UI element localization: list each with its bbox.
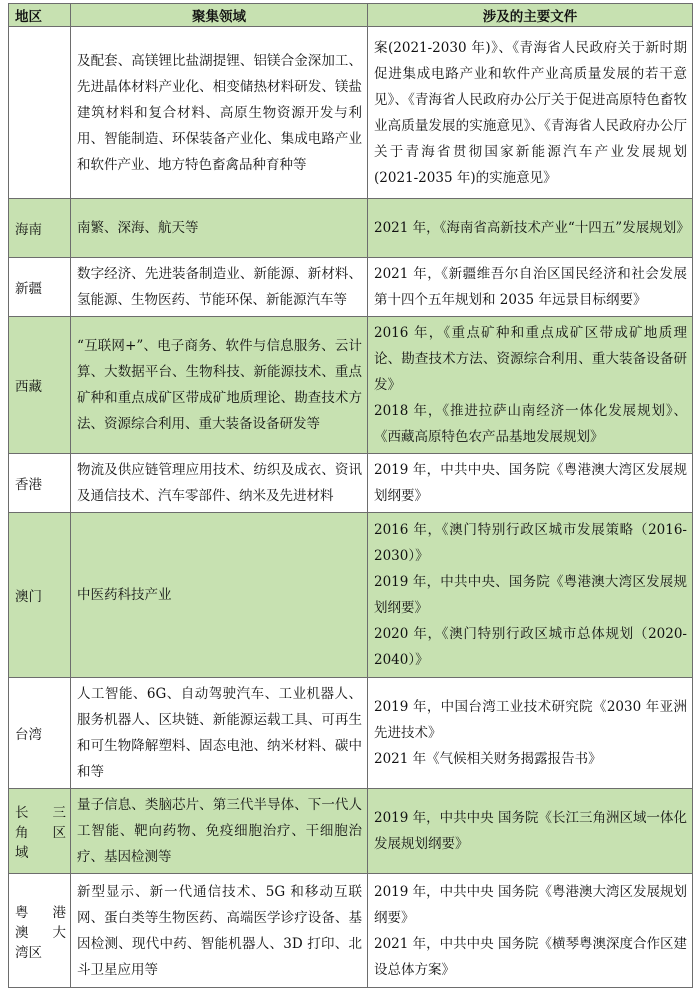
fields-cell: “互联网+”、电子商务、软件与信息服务、云计算、大数据平台、生物科技、新能源技术、重点矿种和重点成矿区带成矿地质理论、勘查技术方法、资源综合利用、重大装备设备研发等	[71, 317, 368, 454]
doc-entry: 2019 年，中共中央 国务院《粤港澳大湾区发展规划纲要》	[374, 883, 687, 926]
table-row	[9, 678, 693, 789]
doc-entry: 2019 年，中共中央 国务院《长江三角洲区域一体化发展规划纲要》	[374, 810, 687, 852]
docs-cell	[368, 789, 693, 874]
docs-cell	[368, 874, 693, 988]
region-label-line	[15, 901, 66, 921]
fields-cell: 及配套、高镁锂比盐湖提锂、铝镁合金深加工、先进晶体材料产业化、相变储热材料研发、镁盐建筑材料和复合材料、高原生物资源开发与利用、智能制造、环保装备产业化、集成电路产业和软件产业、地方特色畜禽品种育种等	[71, 27, 368, 199]
docs-cell	[368, 27, 693, 199]
doc-entry: 2019 年，中共中央、国务院《粤港澳大湾区发展规划纲要》	[374, 462, 687, 504]
fields-cell: 人工智能、6G、自动驾驶汽车、工业机器人、服务机器人、区块链、新能源运载工具、可再生和可生物降解塑料、固态电池、纳米材料、碳中和等	[71, 678, 368, 789]
region-cell	[9, 27, 71, 199]
region-label-line	[15, 801, 66, 821]
fields-cell: 南繁、深海、航天等	[71, 199, 368, 258]
region-char: 区	[52, 825, 66, 841]
region-char: 湾区	[15, 944, 42, 961]
region-char: 三	[52, 805, 66, 821]
doc-entry: 2020 年，《澳门特别行政区城市总体规划（2020-2040）》	[374, 626, 687, 668]
region-cell: 香港	[9, 454, 71, 513]
doc-entry: 2021 年，《海南省高新技术产业“十四五”发展规划》	[374, 220, 690, 236]
industry-cluster-table	[8, 3, 693, 988]
docs-cell	[368, 317, 693, 454]
doc-entry: 2018 年，《推进拉萨山南经济一体化发展规划》、《西藏高原特色农产品基地发展规划》	[374, 403, 687, 445]
region-cell	[9, 789, 71, 874]
fields-cell: 中医药科技产业	[71, 513, 368, 678]
doc-entry: 2021 年，中共中央 国务院《横琴粤澳深度合作区建设总体方案》	[374, 935, 687, 978]
table-row	[9, 27, 693, 199]
docs-cell	[368, 678, 693, 789]
region-cell: 台湾	[9, 678, 71, 789]
doc-entry: 2021 年，《新疆维吾尔自治区国民经济和社会发展第十四个五年规划和 2035 年远景目标纲要》	[374, 266, 687, 308]
fields-cell: 量子信息、类脑芯片、第三代半导体、下一代人工智能、靶向药物、免疫细胞治疗、干细胞治疗、基因检测等	[71, 789, 368, 874]
docs-cell	[368, 513, 693, 678]
table-row	[9, 317, 693, 454]
region-char: 域	[15, 845, 29, 861]
table-row	[9, 258, 693, 317]
region-cell: 西藏	[9, 317, 71, 454]
header-region: 地区	[9, 4, 71, 27]
doc-entry: 2019 年，中共中央、国务院《粤港澳大湾区发展规划纲要》	[374, 574, 687, 616]
docs-cell	[368, 454, 693, 513]
doc-entry: 案(2021-2030 年)》、《青海省人民政府关于新时期促进集成电路产业和软件产业高质量发展的若干意见》、《青海省人民政府办公厅关于促进高原特色畜牧业高质量发展的实施意见》、《青海省人民政府办公厅关于青海省贯彻国家新能源汽车产业发展规划(2021-2035 年)的实施意见》	[374, 39, 687, 186]
region-char: 长	[15, 805, 29, 821]
region-char: 粤	[15, 904, 29, 921]
table-row	[9, 513, 693, 678]
fields-cell: 新型显示、新一代通信技术、5G 和移动互联网、蛋白类等生物医药、高端医学诊疗设备、基因检测、现代中药、智能机器人、3D 打印、北斗卫星应用等	[71, 874, 368, 988]
region-char: 港	[52, 904, 66, 921]
doc-entry: 2016 年，《澳门特别行政区城市发展策略（2016-2030）》	[374, 522, 687, 564]
table-row	[9, 789, 693, 874]
header-fields: 聚集领域	[71, 4, 368, 27]
doc-entry: 2019 年，中国台湾工业技术研究院《2030 年亚洲先进技术》	[374, 699, 687, 741]
table-row	[9, 874, 693, 988]
region-cell: 新疆	[9, 258, 71, 317]
doc-entry: 2021 年《气候相关财务揭露报告书》	[374, 751, 602, 767]
region-cell	[9, 874, 71, 988]
region-label-line	[15, 821, 66, 841]
header-docs: 涉及的主要文件	[368, 4, 693, 27]
docs-cell	[368, 258, 693, 317]
region-cell: 澳门	[9, 513, 71, 678]
region-char: 澳	[15, 924, 29, 941]
region-label-line	[15, 921, 66, 941]
table-row	[9, 454, 693, 513]
region-cell: 海南	[9, 199, 71, 258]
doc-entry: 2016 年，《重点矿种和重点成矿区带成矿地质理论、勘查技术方法、资源综合利用、重大装备设备研发》	[374, 325, 687, 393]
fields-cell: 数字经济、先进装备制造业、新能源、新材料、氢能源、生物医药、节能环保、新能源汽车等	[71, 258, 368, 317]
table-row	[9, 199, 693, 258]
table-header-row	[9, 4, 693, 27]
fields-cell: 物流及供应链管理应用技术、纺织及成衣、资讯及通信技术、汽车零部件、纳米及先进材料	[71, 454, 368, 513]
docs-cell	[368, 199, 693, 258]
region-label-line	[15, 941, 66, 961]
region-char: 角	[15, 825, 29, 841]
region-label-line	[15, 841, 66, 861]
region-char: 大	[52, 924, 66, 941]
